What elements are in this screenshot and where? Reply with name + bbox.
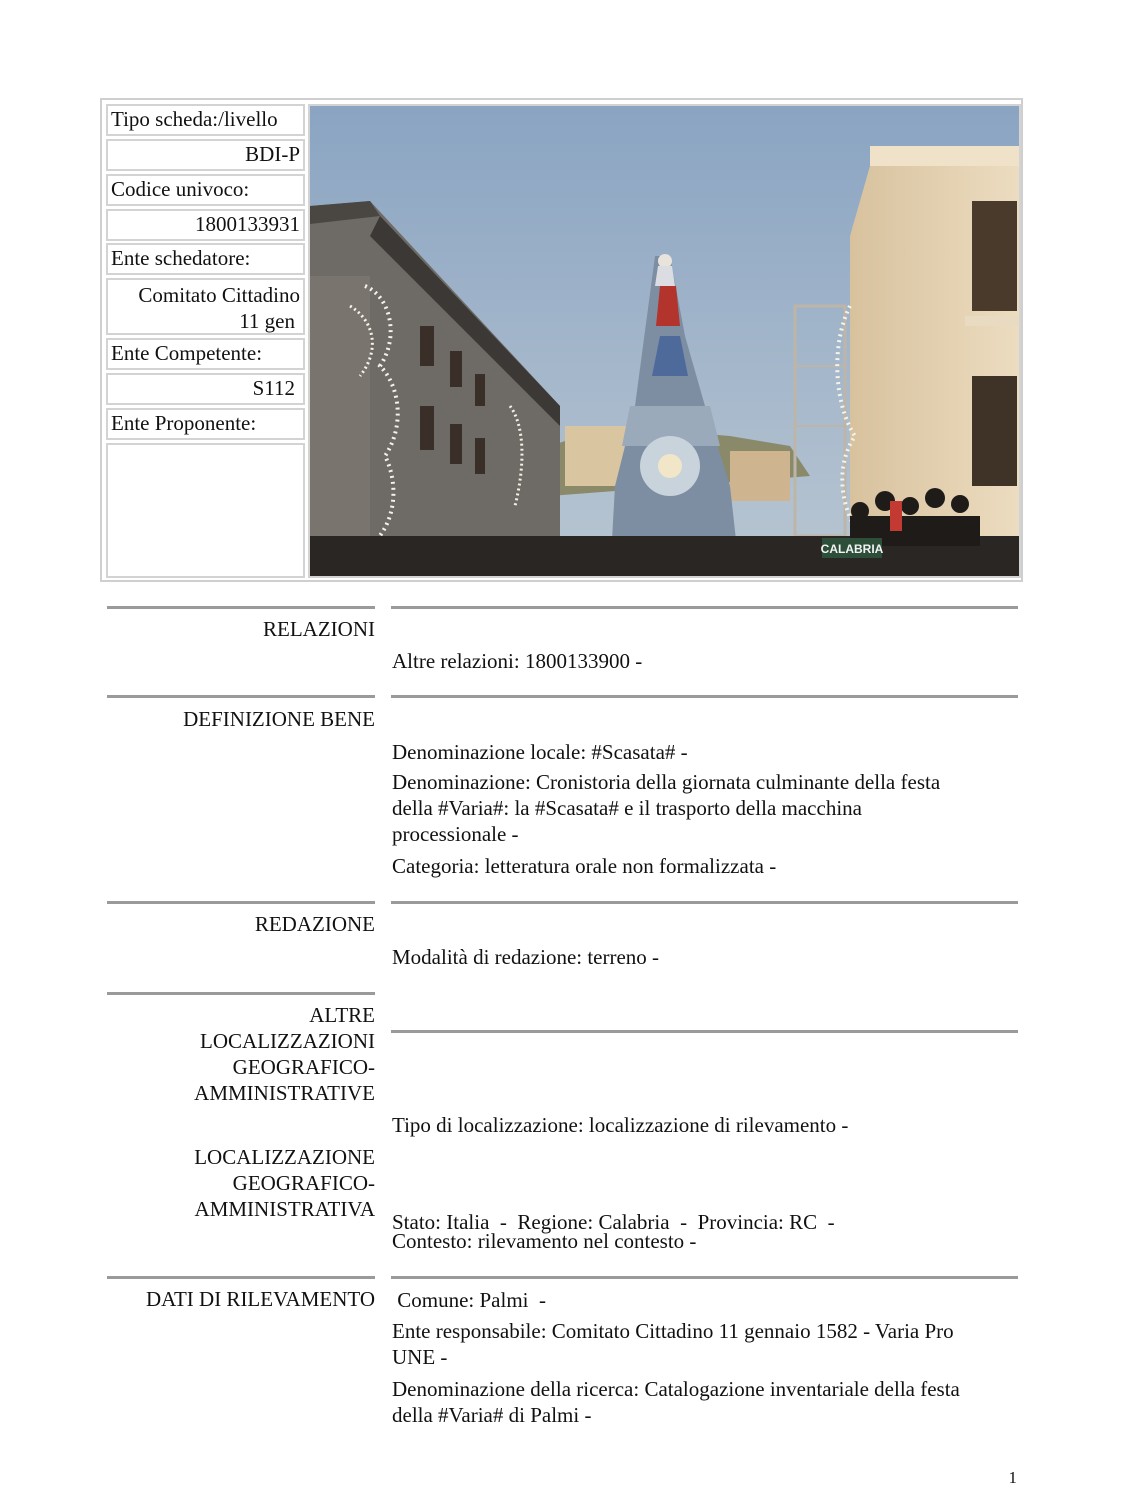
section-title-redazione: REDAZIONE — [254, 912, 375, 936]
field-altre-relazioni: Altre relazioni: 1800133900 - — [392, 649, 643, 673]
field-contesto: Contesto: rilevamento nel contesto - — [392, 1229, 697, 1253]
section-title-definizione-bene: DEFINIZIONE BENE — [183, 707, 375, 731]
section-title-altre-localizzazioni — [107, 1002, 375, 1106]
ente-competente-label: Ente Competente: — [106, 338, 305, 370]
field-denominazione-ricerca — [392, 1376, 1018, 1428]
field-ente-responsabile — [392, 1318, 1018, 1370]
loc-sub-line-2: GEOGRAFICO- — [232, 1171, 375, 1195]
loc-sub-line-1: LOCALIZZAZIONE — [194, 1145, 375, 1169]
denominazione-line-3: processionale - — [392, 822, 519, 846]
divider — [391, 606, 1018, 609]
altre-loc-title-line-1: ALTRE — [309, 1003, 375, 1027]
divider — [391, 901, 1018, 904]
section-title-dati-rilevamento: DATI DI RILEVAMENTO — [145, 1287, 375, 1311]
scheda-card — [100, 98, 1023, 582]
ente-schedatore-line-2: 11 gen — [239, 309, 295, 333]
tipo-scheda-label: Tipo scheda:/livello — [106, 104, 305, 136]
altre-loc-title-line-3: GEOGRAFICO- — [232, 1055, 375, 1079]
divider — [391, 1030, 1018, 1033]
ente-competente-value: S112 — [106, 373, 305, 405]
festa-varia-illustration — [310, 106, 1019, 576]
divider — [107, 1276, 375, 1279]
divider — [107, 901, 375, 904]
ente-responsabile-line-1: Ente responsabile: Comitato Cittadino 11 gennaio 1582 - Varia Pro — [392, 1319, 954, 1343]
ricerca-line-1: Denominazione della ricerca: Catalogazione inventariale della festa — [392, 1377, 960, 1401]
denominazione-line-2: della #Varia#: la #Scasata# e il trasporto della macchina — [392, 796, 862, 820]
codice-univoco-label: Codice univoco: — [106, 174, 305, 206]
page-number: 1 — [1008, 1468, 1017, 1487]
ricerca-line-2: della #Varia# di Palmi - — [392, 1403, 592, 1427]
divider — [391, 1276, 1018, 1279]
field-categoria: Categoria: letteratura orale non formalizzata - — [392, 854, 777, 878]
field-denominazione — [392, 769, 1018, 847]
stato-line-1: Stato: Italia - Regione: Calabria - Provincia: RC - — [392, 1210, 835, 1234]
divider — [107, 992, 375, 995]
denominazione-line-1: Denominazione: Cronistoria della giornata culminante della festa — [392, 770, 941, 794]
loc-sub-line-3: AMMINISTRATIVA — [194, 1197, 375, 1221]
section-title-relazioni: RELAZIONI — [263, 617, 375, 641]
field-tipo-localizzazione: Tipo di localizzazione: localizzazione di rilevamento - — [392, 1113, 849, 1137]
field-denominazione-locale: Denominazione locale: #Scasata# - — [392, 740, 688, 764]
divider — [107, 606, 375, 609]
codice-univoco-value: 1800133931 — [106, 209, 305, 241]
ente-responsabile-line-2: UNE - — [392, 1345, 448, 1369]
divider — [391, 695, 1018, 698]
field-modalita-redazione: Modalità di redazione: terreno - — [392, 945, 660, 969]
ente-proponente-label: Ente Proponente: — [106, 408, 305, 440]
divider — [107, 695, 375, 698]
tipo-scheda-value: BDI-P — [106, 139, 305, 171]
ente-schedatore-line-1: Comitato Cittadino — [138, 283, 300, 307]
altre-loc-title-line-2: LOCALIZZAZIONI — [200, 1029, 375, 1053]
calabria-banner: CALABRIA — [820, 542, 884, 556]
festa-varia-photo — [308, 104, 1021, 578]
altre-loc-title-line-4: AMMINISTRATIVE — [194, 1081, 375, 1105]
stato-line-2: Comune: Palmi - — [392, 1288, 546, 1312]
ente-schedatore-label: Ente schedatore: — [106, 243, 305, 275]
subsection-title-localizzazione — [107, 1144, 375, 1222]
ente-schedatore-value — [106, 278, 305, 335]
ente-proponente-value — [106, 443, 305, 578]
